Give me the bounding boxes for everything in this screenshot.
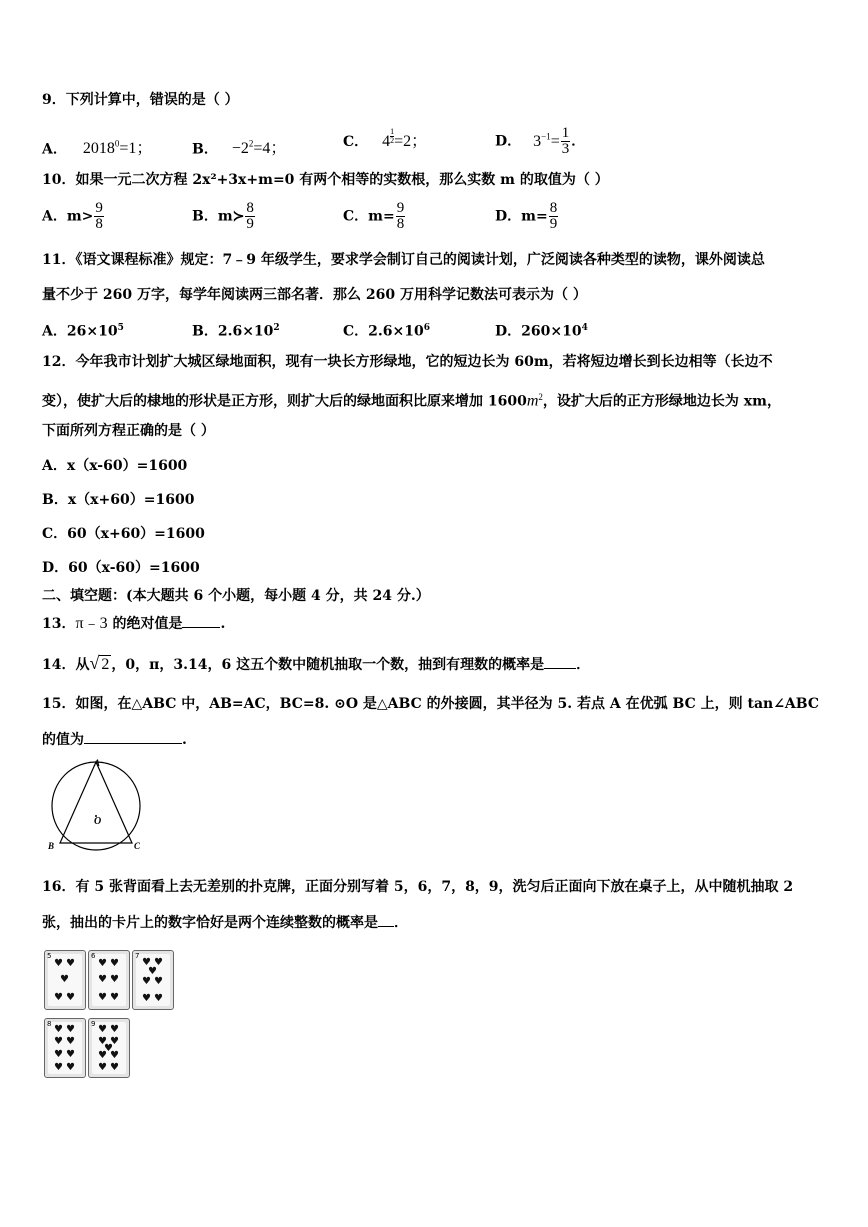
heart-icon: ♥	[110, 1036, 119, 1047]
playing-card: 6 ♥ ♥ ♥ ♥ ♥ ♥	[88, 950, 130, 1010]
q11-option-a: A．$26\times 10^5$	[42, 323, 124, 340]
q12-option-a: A．x（x-60）=1600	[42, 458, 188, 474]
heart-icon: ♥	[98, 1036, 107, 1047]
heart-icon: ♥	[142, 976, 151, 987]
heart-icon: ♥	[98, 958, 107, 969]
heart-icon: ♥	[142, 993, 151, 1004]
q15-answer-blank	[84, 729, 182, 744]
q12-line3: 下面所列方程正确的是（ ）	[42, 423, 215, 439]
q9-option-c: C． 4 $\frac{1}{2}$ =2；	[343, 127, 428, 150]
playing-card: 9 ♥ ♥ ♥ ♥ ♥ ♥ ♥ ♥ ♥	[88, 1018, 130, 1078]
q14-answer-blank	[544, 654, 576, 669]
q11-option-d: D．$260\times 10^4$	[495, 323, 588, 340]
q11-option-c: C．$2.6\times 10^6$	[343, 323, 430, 340]
heart-icon: ♥	[66, 992, 75, 1003]
q15-line2: 的值为 .	[42, 729, 187, 750]
heart-icon: ♥	[154, 976, 163, 987]
playing-card: 7 ♥ ♥ ♥ ♥ ♥ ♥ ♥	[132, 950, 174, 1010]
q13-answer-blank	[182, 613, 220, 628]
heart-icon: ♥	[98, 1062, 107, 1073]
heart-icon: ♥	[154, 993, 163, 1004]
q9-option-d: D． $3^{-1}=$ $\frac{1}{3}$ ．	[495, 125, 586, 157]
q11-line2: 量不少于 260 万字，每学年阅读两三部名著．那么 260 万用科学记数法可表示为（ ）	[42, 287, 587, 303]
heart-icon: ♥	[110, 958, 119, 969]
circumcircle	[52, 762, 140, 850]
q10-option-d: D．m= $\frac{8}{9}$	[495, 200, 558, 232]
heart-icon: ♥	[110, 1062, 119, 1073]
q13: 13．π﹣3 的绝对值是 .	[42, 615, 226, 632]
q11-option-b: B．$2.6\times 10^2$	[192, 323, 280, 340]
heart-icon: ♥	[54, 1036, 63, 1047]
heart-icon: ♥	[98, 992, 107, 1003]
section-heading: 二、填空题：(本大题共 6 个小题，每小题 4 分，共 24 分.）	[42, 588, 430, 604]
q12-line1: 12．今年我市计划扩大城区绿地面积，现有一块长方形绿地，它的短边长为 60m，若将短边增长到长边相等（长边不	[42, 354, 773, 370]
heart-icon: ♥	[98, 1050, 107, 1061]
heart-icon: ♥	[66, 1024, 75, 1035]
heart-icon: ♥	[142, 957, 151, 968]
label-o: O	[94, 816, 102, 827]
q16-answer-blank	[378, 912, 394, 927]
label-c: C	[134, 841, 141, 851]
heart-icon: ♥	[110, 974, 119, 985]
q10-option-c: C．m= $\frac{9}{8}$	[343, 200, 405, 232]
heart-icon: ♥	[66, 1036, 75, 1047]
circle-triangle-figure	[44, 756, 148, 860]
heart-icon: ♥	[110, 1024, 119, 1035]
q16-line1: 16．有 5 张背面看上去无差别的扑克牌，正面分别写着 5，6，7，8，9，洗匀后正面向下放在桌子上，从中随机抽取 2	[42, 879, 794, 895]
q10-option-a: A．m> $\frac{9}{8}$	[42, 200, 103, 232]
heart-icon: ♥	[110, 992, 119, 1003]
heart-icon: ♥	[154, 957, 163, 968]
heart-icon: ♥	[54, 1062, 63, 1073]
heart-icon: ♥	[66, 1049, 75, 1060]
heart-icon: ♥	[98, 974, 107, 985]
q9-option-b: B． $-2^2=4$；	[192, 139, 287, 158]
playing-card: 5 ♥ ♥ ♥ ♥ ♥	[44, 950, 86, 1010]
q12-option-d: D．60（x-60）=1600	[42, 560, 200, 576]
q10-option-b: B．m≻ $\frac{8}{9}$	[192, 200, 254, 232]
q11-line1: 11．《语文课程标准》规定：7﹣9 年级学生，要求学会制订自己的阅读计划，广泛阅读各种类型的读物，课外阅读总	[42, 252, 765, 268]
playing-card: 8 ♥ ♥ ♥ ♥ ♥ ♥ ♥ ♥	[44, 1018, 86, 1078]
heart-icon: ♥	[54, 992, 63, 1003]
q12-option-c: C．60（x+60）=1600	[42, 526, 205, 542]
q12-line2: 变），使扩大后的棣地的形状是正方形，则扩大后的绿地面积比原来增加 $1600m^2$，设扩大后的正方形绿地边长为 xm，	[42, 392, 781, 410]
heart-icon: ♥	[66, 1062, 75, 1073]
q15-line1: 15．如图，在△ABC 中，AB=AC，BC=8. ⊙O 是△ABC 的外接圆，其半径为 5. 若点 A 在优弧 BC 上，则 tan∠ABC	[42, 696, 820, 712]
q10-stem: 10．如果一元二次方程 2x²+3x+m=0 有两个相等的实数根，那么实数 m 的取值为（ ）	[42, 172, 609, 188]
heart-icon: ♥	[54, 1049, 63, 1060]
heart-icon: ♥	[66, 958, 75, 969]
label-a: A	[94, 758, 101, 768]
q9-stem: 9．下列计算中，错误的是（ ）	[42, 92, 239, 108]
q14: 14．从√ 2 ，0，π，3.14，6 这五个数中随机抽取一个数，抽到有理数的概率是 ．	[42, 653, 591, 673]
q16-line2: 张，抽出的卡片上的数字恰好是两个连续整数的概率是 ．	[42, 912, 408, 933]
label-b: B	[48, 841, 55, 851]
playing-cards-figure	[44, 950, 181, 1082]
heart-icon: ♥	[110, 1050, 119, 1061]
heart-icon: ♥	[98, 1024, 107, 1035]
heart-icon: ♥	[60, 974, 69, 985]
q9-option-a: A． $2018^0=1$；	[42, 139, 153, 158]
heart-icon: ♥	[148, 966, 157, 977]
heart-icon: ♥	[54, 958, 63, 969]
heart-icon: ♥	[104, 1043, 113, 1054]
q12-option-b: B．x（x+60）=1600	[42, 492, 195, 508]
triangle-abc	[60, 762, 132, 843]
heart-icon: ♥	[54, 1024, 63, 1035]
sqrt-symbol: √	[89, 653, 100, 673]
